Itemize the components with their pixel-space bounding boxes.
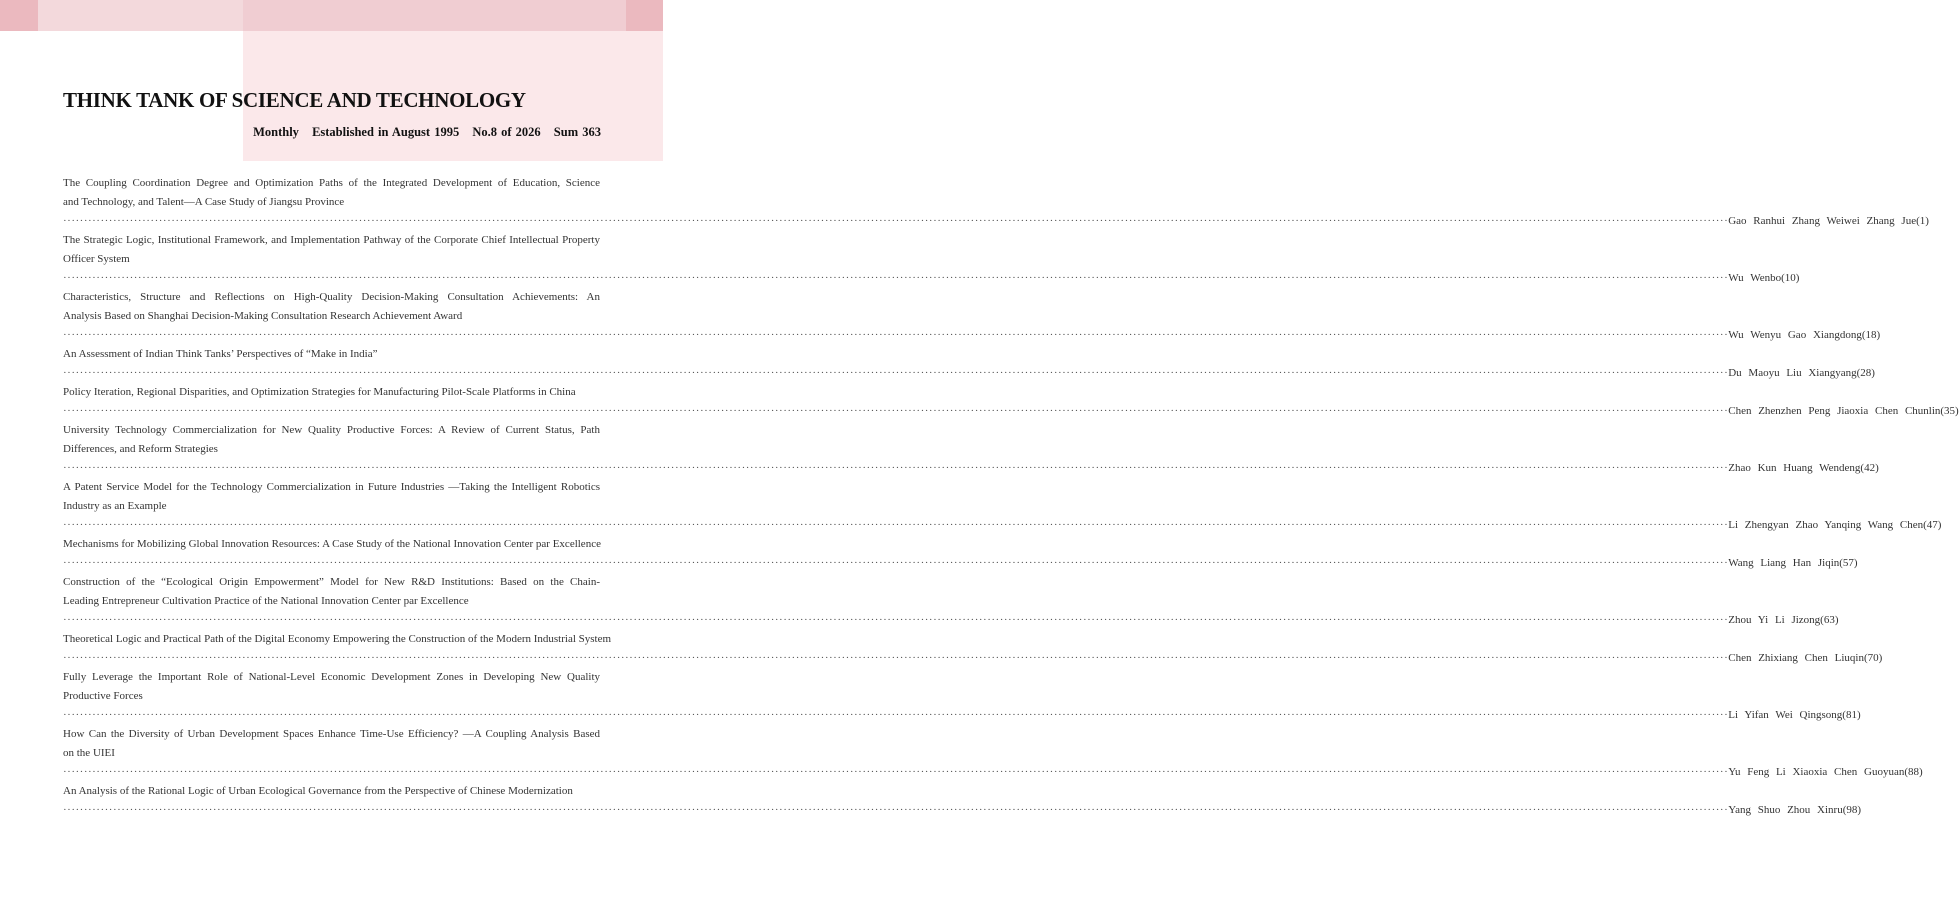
journal-meta — [253, 125, 601, 140]
toc-entry-authors: Li Yifan Wei Qingsong(81) — [1728, 709, 1861, 721]
journal-established: Established in August 1995 — [312, 125, 460, 139]
toc-entry-title-line: on the UIEI — [63, 747, 115, 759]
toc-entry[interactable] — [63, 421, 1879, 478]
leader-dots: ················································································································································································································································································································································································································ — [63, 329, 1729, 341]
toc-entry-authors: Wu Wenbo(10) — [1728, 272, 1800, 284]
toc-entry-author-line — [63, 516, 1942, 535]
toc-entry[interactable] — [63, 573, 1839, 630]
journal-title: THINK TANK OF SCIENCE AND TECHNOLOGY — [63, 88, 526, 112]
toc-entry[interactable] — [63, 725, 1923, 782]
toc-entry-title-line: University Technology Commercialization for New Quality Productive Forces: A Review of Current Status, Path — [63, 424, 600, 436]
toc-entry-authors: Yu Feng Li Xiaoxia Chen Guoyuan(88) — [1728, 766, 1923, 778]
toc-entry-title-line: Analysis Based on Shanghai Decision-Making Consultation Research Achievement Award — [63, 310, 463, 322]
toc-entry-authors: Wu Wenyu Gao Xiangdong(18) — [1728, 329, 1881, 341]
toc-entry-title-line: Officer System — [63, 253, 130, 265]
toc-entry-authors: Zhao Kun Huang Wendeng(42) — [1728, 462, 1879, 474]
toc-entry[interactable] — [63, 478, 1942, 535]
toc-entry[interactable] — [63, 174, 1929, 231]
toc-entry-author-line — [63, 763, 1923, 782]
toc-entry-author-line — [63, 554, 1858, 573]
toc-entry-author-line — [63, 364, 1875, 383]
toc-entry-author-line — [63, 706, 1861, 725]
toc-entry-title-line: Mechanisms for Mobilizing Global Innovation Resources: A Case Study of the National Innovation Center par Excellence — [63, 538, 601, 550]
toc-entry-authors: Zhou Yi Li Jizong(63) — [1728, 614, 1839, 626]
toc-entry-authors: Chen Zhixiang Chen Liuqin(70) — [1728, 652, 1883, 664]
leader-dots: ················································································································································································································································································································································································································ — [63, 709, 1729, 721]
toc-entry[interactable] — [63, 231, 1800, 288]
toc-entry-title-line: The Strategic Logic, Institutional Framework, and Implementation Pathway of the Corporate Chief Intellectual Property — [63, 234, 600, 246]
toc-entry[interactable] — [63, 288, 1881, 345]
toc-entry[interactable] — [63, 782, 1862, 820]
toc-entry[interactable] — [63, 535, 1858, 573]
toc-entry-author-line — [63, 212, 1929, 231]
toc-entry-title-line: Policy Iteration, Regional Disparities, and Optimization Strategies for Manufacturing Pilot-Scale Platforms in China — [63, 386, 576, 398]
toc-entry-author-line — [63, 459, 1879, 478]
leader-dots: ················································································································································································································································································································································································································ — [63, 652, 1729, 664]
header-band-accent — [243, 0, 626, 31]
toc-entry-title-line: Differences, and Reform Strategies — [63, 443, 218, 455]
toc-entry-title-line: The Coupling Coordination Degree and Optimization Paths of the Integrated Development of Education, Science — [63, 177, 600, 189]
leader-dots: ················································································································································································································································································································································································································ — [63, 215, 1729, 227]
leader-dots: ················································································································································································································································································································································································································ — [63, 405, 1729, 417]
toc-entry-authors: Du Maoyu Liu Xiangyang(28) — [1728, 367, 1875, 379]
journal-sum: Sum 363 — [553, 125, 601, 139]
header-corner-left — [0, 0, 38, 31]
toc-entry-title-line: Construction of the “Ecological Origin Empowerment” Model for New R&D Institutions: Based on the Chain- — [63, 576, 600, 588]
toc-entry-title-line: An Analysis of the Rational Logic of Urban Ecological Governance from the Perspective of Chinese Modernization — [63, 785, 573, 797]
toc-entry-authors: Li Zhengyan Zhao Yanqing Wang Chen(47) — [1728, 519, 1942, 531]
toc-entry-title-line: How Can the Diversity of Urban Development Spaces Enhance Time-Use Efficiency? —A Coupling Analysis Based — [63, 728, 600, 740]
toc-entry-authors: Yang Shuo Zhou Xinru(98) — [1728, 804, 1862, 816]
journal-frequency: Monthly — [253, 125, 299, 139]
leader-dots: ················································································································································································································································································································································································································ — [63, 614, 1729, 626]
toc-entry-title-line: A Patent Service Model for the Technology Commercialization in Future Industries —Taking the Intelligent Robotics — [63, 481, 600, 493]
toc-entry-title-line: Theoretical Logic and Practical Path of the Digital Economy Empowering the Construction of the Modern Industrial System — [63, 633, 612, 645]
toc-entry-title-line: Industry as an Example — [63, 500, 167, 512]
toc-entry-authors: Wang Liang Han Jiqin(57) — [1728, 557, 1858, 569]
toc-entry[interactable] — [63, 668, 1861, 725]
toc-entry-author-line — [63, 269, 1800, 288]
toc-entry-author-line — [63, 402, 1959, 421]
leader-dots: ················································································································································································································································································································································································································ — [63, 367, 1729, 379]
toc-entry[interactable] — [63, 383, 1959, 421]
toc-entry-title-line: and Technology, and Talent—A Case Study of Jiangsu Province — [63, 196, 345, 208]
table-of-contents — [63, 174, 1959, 820]
toc-entry-title-line: Productive Forces — [63, 690, 143, 702]
toc-entry-author-line — [63, 649, 1883, 668]
toc-entry-title-line: Leading Entrepreneur Cultivation Practice of the National Innovation Center par Excellence — [63, 595, 469, 607]
journal-issue: No.8 of 2026 — [472, 125, 541, 139]
leader-dots: ················································································································································································································································································································································································································ — [63, 557, 1729, 569]
toc-entry[interactable] — [63, 345, 1875, 383]
leader-dots: ················································································································································································································································································································································································································ — [63, 272, 1729, 284]
toc-entry-title-line: Characteristics, Structure and Reflections on High-Quality Decision-Making Consultation Achievements: An — [63, 291, 600, 303]
toc-entry-author-line — [63, 326, 1881, 345]
leader-dots: ················································································································································································································································································································································································································ — [63, 519, 1729, 531]
toc-entry-author-line — [63, 801, 1862, 820]
toc-entry-title-line: Fully Leverage the Important Role of National-Level Economic Development Zones in Developing New Quality — [63, 671, 600, 683]
leader-dots: ················································································································································································································································································································································································································ — [63, 462, 1729, 474]
toc-entry-authors: Gao Ranhui Zhang Weiwei Zhang Jue(1) — [1728, 215, 1929, 227]
toc-entry-title-line: An Assessment of Indian Think Tanks’ Perspectives of “Make in India” — [63, 348, 378, 360]
leader-dots: ················································································································································································································································································································································································································ — [63, 766, 1729, 778]
header-corner-right — [626, 0, 663, 31]
leader-dots: ················································································································································································································································································································································································································ — [63, 804, 1729, 816]
toc-entry-author-line — [63, 611, 1839, 630]
toc-entry[interactable] — [63, 630, 1883, 668]
toc-entry-authors: Chen Zhenzhen Peng Jiaoxia Chen Chunlin(35) — [1728, 405, 1959, 417]
